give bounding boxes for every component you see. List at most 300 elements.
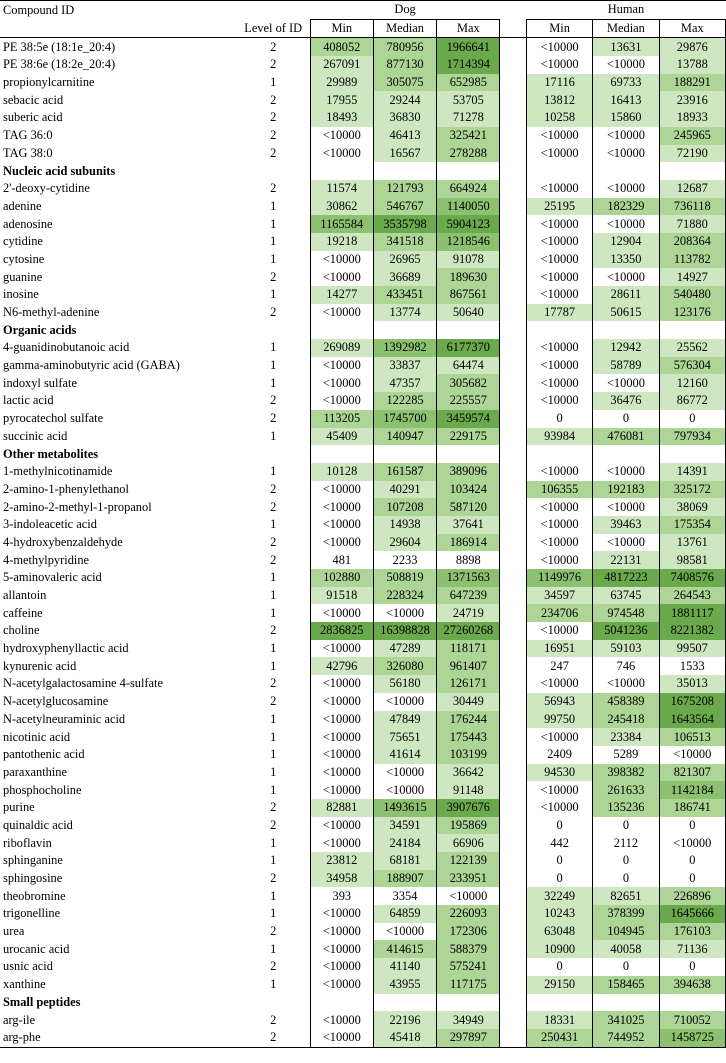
table-row [0,1029,726,1047]
table-row [0,198,726,216]
human-min-cell: <10000 [526,145,592,163]
dog-min-cell: <10000 [310,746,373,764]
category-heading: Small peptides [3,994,81,1009]
gap-cell [500,657,527,675]
human-median-cell: 82651 [593,887,659,905]
dog-median-cell: 228324 [373,587,436,605]
table-row [0,940,726,958]
human-min-cell: 2409 [526,746,592,764]
human-min-cell: 0 [526,410,592,428]
human-median-cell: <10000 [593,374,659,392]
table-row [0,551,726,569]
human-min-cell: 93984 [526,428,592,446]
human-median-cell: 476081 [593,428,659,446]
dog-min-cell: <10000 [310,976,373,994]
dog-max-cell: 195869 [437,817,500,835]
human-max-cell: <10000 [659,746,725,764]
table-row [0,410,726,428]
gap-cell [500,852,527,870]
human-min-cell: <10000 [526,339,592,357]
dog-max-cell: 389096 [437,463,500,481]
table-row [0,852,726,870]
human-min-cell: 18331 [526,1011,592,1029]
level-of-id: 1 [270,464,277,479]
human-median-cell: <10000 [593,215,659,233]
compound-name: propionylcarnitine [3,75,95,90]
gap-cell [500,976,527,994]
dog-max-cell: 1218546 [437,233,500,251]
header-row-stats [0,19,726,38]
human-max-cell: 35013 [659,675,725,693]
level-of-id: 1 [270,764,277,779]
level-of-id: 2 [270,110,277,125]
human-max-cell: 208364 [659,233,725,251]
human-min-cell: 10258 [526,109,592,127]
dog-max-cell: 226093 [437,905,500,923]
empty-cell [310,162,373,180]
table-row [0,799,726,817]
human-max-cell: 736118 [659,198,725,216]
empty-cell [310,321,373,339]
dog-median-cell: 433451 [373,286,436,304]
gap-cell [500,905,527,923]
dog-median-cell: 13774 [373,304,436,322]
table-row [0,233,726,251]
human-median-cell: 12904 [593,233,659,251]
dog-median-cell: 877130 [373,56,436,74]
human-max-cell: 113782 [659,251,725,269]
dog-max-cell: 664924 [437,180,500,198]
human-min-cell: <10000 [526,498,592,516]
empty-cell [373,162,436,180]
level-of-id: 1 [270,75,277,90]
dog-max-cell: 34949 [437,1011,500,1029]
human-max-cell: 325172 [659,481,725,499]
level-of-id: 2 [270,145,277,160]
dog-median-header: Median [373,19,436,38]
table-row [0,675,726,693]
human-median-cell: 158465 [593,976,659,994]
compound-name: succinic acid [3,428,68,443]
dog-max-cell: 64474 [437,357,500,375]
dog-max-cell: 176244 [437,711,500,729]
table-row [0,640,726,658]
dog-median-cell: 140947 [373,428,436,446]
compound-name: PE 38:6e (18:2e_20:4) [3,57,116,72]
human-min-cell: 0 [526,870,592,888]
dog-min-cell: 42796 [310,657,373,675]
human-max-cell: 245965 [659,127,725,145]
human-min-cell: 13812 [526,91,592,109]
gap-cell [500,233,527,251]
human-median-cell: <10000 [593,127,659,145]
gap-cell [500,622,527,640]
dog-min-cell: 14277 [310,286,373,304]
dog-median-cell: 56180 [373,675,436,693]
empty-cell [500,445,527,463]
dog-median-cell: 34591 [373,817,436,835]
dog-max-cell: 91148 [437,781,500,799]
human-min-cell: <10000 [526,357,592,375]
human-min-cell: <10000 [526,551,592,569]
table-row [0,374,726,392]
dog-min-cell: <10000 [310,728,373,746]
human-min-cell: <10000 [526,286,592,304]
human-min-cell: 250431 [526,1029,592,1047]
dog-max-cell: 575241 [437,958,500,976]
dog-median-cell: 43955 [373,976,436,994]
level-of-id: 2 [270,269,277,284]
gap-cell [500,870,527,888]
compound-name: nicotinic acid [3,729,71,744]
human-min-cell: 16951 [526,640,592,658]
human-max-cell: 71136 [659,940,725,958]
human-max-cell: 576304 [659,357,725,375]
gap-cell [500,958,527,976]
dog-min-cell: <10000 [310,764,373,782]
gap-cell [500,74,527,92]
human-median-cell: 0 [593,410,659,428]
human-max-cell: 99507 [659,640,725,658]
human-median-cell: 40058 [593,940,659,958]
table-row [0,728,726,746]
empty-cell [500,321,527,339]
dog-max-cell: 225557 [437,392,500,410]
dog-min-cell: 1165584 [310,215,373,233]
dog-median-cell: 1392982 [373,339,436,357]
dog-max-cell: 27260268 [437,622,500,640]
category-row [0,994,726,1012]
human-max-cell: 1458725 [659,1029,725,1047]
dog-min-cell: <10000 [310,834,373,852]
level-of-id: 2 [270,871,277,886]
compound-name: 4-methylpyridine [3,552,90,567]
human-max-cell: 1881117 [659,604,725,622]
empty-cell [437,445,500,463]
dog-median-cell: 24184 [373,834,436,852]
level-of-id: 1 [270,588,277,603]
human-max-cell: 0 [659,958,725,976]
dog-min-cell: 23812 [310,852,373,870]
human-min-cell: 17787 [526,304,592,322]
dog-median-cell: 40291 [373,481,436,499]
level-of-id: 2 [270,552,277,567]
dog-min-cell: <10000 [310,392,373,410]
table-row [0,339,726,357]
level-of-id: 1 [270,906,277,921]
level-of-id: 1 [270,711,277,726]
human-median-header: Median [593,19,659,38]
dog-max-cell: 233951 [437,870,500,888]
human-median-cell: 341025 [593,1011,659,1029]
compound-name: arg-ile [3,1012,36,1027]
empty-cell [526,321,592,339]
human-median-cell: <10000 [593,268,659,286]
level-of-id: 1 [270,428,277,443]
level-of-id: 2 [270,481,277,496]
dog-max-cell: 588379 [437,940,500,958]
compound-name: phosphocholine [3,782,82,797]
dog-min-cell: 11574 [310,180,373,198]
empty-cell [437,321,500,339]
level-of-id: 1 [270,375,277,390]
dog-max-cell: 53705 [437,91,500,109]
dog-max-cell: 175443 [437,728,500,746]
empty-cell [437,994,500,1012]
human-group-header: Human [526,1,725,20]
human-max-cell: 14927 [659,268,725,286]
dog-median-cell: 47357 [373,374,436,392]
table-row [0,357,726,375]
human-min-cell: <10000 [526,392,592,410]
compound-name: guanine [3,269,43,284]
compound-name: sphinganine [3,853,63,868]
table-row [0,91,726,109]
human-min-cell: <10000 [526,215,592,233]
dog-median-cell: 3535798 [373,215,436,233]
human-median-cell: 5041236 [593,622,659,640]
human-median-cell: 378399 [593,905,659,923]
dog-max-cell: 961407 [437,657,500,675]
empty-cell [237,994,310,1012]
human-median-cell: 0 [593,852,659,870]
dog-group-header: Dog [310,1,500,20]
human-min-cell: 25195 [526,198,592,216]
dog-median-cell: 341518 [373,233,436,251]
empty-cell [373,445,436,463]
dog-median-cell: <10000 [373,923,436,941]
human-max-cell: 175354 [659,516,725,534]
gap-cell [500,198,527,216]
table-row [0,817,726,835]
dog-median-cell: <10000 [373,781,436,799]
human-min-cell: <10000 [526,56,592,74]
table-row [0,251,726,269]
compound-name: TAG 38:0 [3,145,53,160]
human-median-cell: 59103 [593,640,659,658]
level-of-id: 1 [270,853,277,868]
human-min-cell: <10000 [526,622,592,640]
human-min-cell: <10000 [526,268,592,286]
dog-median-cell: 29244 [373,91,436,109]
dog-median-cell: 33837 [373,357,436,375]
dog-median-cell: <10000 [373,693,436,711]
table-row [0,923,726,941]
level-of-id: 1 [270,941,277,956]
compound-name: xanthine [3,977,46,992]
human-median-cell: 398382 [593,764,659,782]
dog-max-cell: 1714394 [437,56,500,74]
human-median-cell: 744952 [593,1029,659,1047]
level-of-id: 2 [270,92,277,107]
human-median-cell: <10000 [593,145,659,163]
human-median-cell: 4817223 [593,569,659,587]
dog-median-cell: 75651 [373,728,436,746]
human-max-header: Max [659,19,725,38]
compound-name: N6-methyl-adenine [3,305,100,320]
table-row [0,905,726,923]
dog-median-cell: 3354 [373,887,436,905]
human-min-header: Min [526,19,592,38]
dog-median-cell: 68181 [373,852,436,870]
human-median-cell: <10000 [593,180,659,198]
dog-min-cell: 2836825 [310,622,373,640]
human-min-cell: 0 [526,852,592,870]
table-row [0,127,726,145]
gap-cell [500,923,527,941]
gap-cell [500,357,527,375]
gap-cell [500,251,527,269]
level-of-id: 2 [270,411,277,426]
human-max-cell: 13788 [659,56,725,74]
empty-cell [237,445,310,463]
human-max-cell: 123176 [659,304,725,322]
dog-min-cell: <10000 [310,251,373,269]
dog-median-cell: 305075 [373,74,436,92]
gap-cell [500,374,527,392]
human-max-cell: 14391 [659,463,725,481]
human-min-cell: <10000 [526,463,592,481]
dog-median-cell: 41140 [373,958,436,976]
human-max-cell: 0 [659,870,725,888]
compound-id-header: Compound ID [0,1,237,20]
dog-median-cell: 546767 [373,198,436,216]
dog-max-cell: 3459574 [437,410,500,428]
level-of-id: 2 [270,499,277,514]
human-median-cell: 0 [593,817,659,835]
human-median-cell: 63745 [593,587,659,605]
level-of-id-header: Level of ID [237,19,310,38]
category-heading: Nucleic acid subunits [3,163,116,178]
dog-median-cell: 1745700 [373,410,436,428]
table-row [0,870,726,888]
dog-median-cell: 36689 [373,268,436,286]
dog-median-cell: <10000 [373,764,436,782]
dog-max-cell: 867561 [437,286,500,304]
compound-name: allantoin [3,588,47,603]
dog-min-cell: 267091 [310,56,373,74]
dog-min-cell: <10000 [310,127,373,145]
empty-cell [237,162,310,180]
compound-name: choline [3,623,40,638]
level-of-id: 1 [270,198,277,213]
compound-name: trigonelline [3,906,61,921]
human-median-cell: 13350 [593,251,659,269]
compound-name: sebacic acid [3,92,64,107]
human-min-cell: 94530 [526,764,592,782]
table-row [0,74,726,92]
table-row [0,746,726,764]
dog-min-cell: <10000 [310,481,373,499]
dog-min-cell: <10000 [310,940,373,958]
empty-cell [593,994,659,1012]
level-of-id: 2 [270,1012,277,1027]
gap-cell [500,215,527,233]
dog-max-cell: 305682 [437,374,500,392]
human-min-cell: 10900 [526,940,592,958]
table-row [0,304,726,322]
blank-header [0,19,237,38]
dog-min-cell: 393 [310,887,373,905]
dog-max-cell: 8898 [437,551,500,569]
table-row [0,711,726,729]
dog-median-cell: 780956 [373,38,436,56]
gap-cell [500,640,527,658]
gap-cell [500,339,527,357]
compound-name: theobromine [3,888,66,903]
level-of-id: 2 [270,694,277,709]
table-row [0,38,726,56]
compound-name: N-acetylneuraminic acid [3,711,126,726]
gap-cell [500,940,527,958]
human-max-cell: 797934 [659,428,725,446]
human-median-cell: 13631 [593,38,659,56]
dog-min-cell: <10000 [310,374,373,392]
level-of-id: 1 [270,234,277,249]
compound-name: pyrocatechol sulfate [3,411,104,426]
level-of-id: 1 [270,287,277,302]
table-row [0,693,726,711]
dog-min-cell: <10000 [310,781,373,799]
gap-cell [500,428,527,446]
human-min-cell: 247 [526,657,592,675]
dog-max-cell: 278288 [437,145,500,163]
human-min-cell: <10000 [526,728,592,746]
human-median-cell: 22131 [593,551,659,569]
level-of-id: 2 [270,959,277,974]
gap-cell [500,781,527,799]
gap-cell [500,587,527,605]
level-of-id: 1 [270,658,277,673]
category-heading: Organic acids [3,322,77,337]
compound-name: kynurenic acid [3,658,77,673]
human-median-cell: 0 [593,958,659,976]
human-min-cell: 63048 [526,923,592,941]
human-min-cell: 29150 [526,976,592,994]
human-min-cell: 234706 [526,604,592,622]
human-max-cell: 71880 [659,215,725,233]
human-min-cell: 99750 [526,711,592,729]
human-max-cell: 176103 [659,923,725,941]
dog-max-cell: 37641 [437,516,500,534]
level-of-id: 2 [270,623,277,638]
human-max-cell: 12160 [659,374,725,392]
dog-min-cell: 17955 [310,91,373,109]
gap-cell [500,1011,527,1029]
dog-max-cell: 229175 [437,428,500,446]
dog-median-cell: <10000 [373,604,436,622]
empty-cell [593,321,659,339]
gap-cell [500,38,527,56]
human-median-cell: 58789 [593,357,659,375]
human-median-cell: 245418 [593,711,659,729]
compound-name: gamma-aminobutyric acid (GABA) [3,358,180,373]
gap-cell [500,1029,527,1047]
empty-cell [526,445,592,463]
human-median-cell: 39463 [593,516,659,534]
dog-max-cell: 172306 [437,923,500,941]
human-min-cell: 17116 [526,74,592,92]
human-min-cell: <10000 [526,251,592,269]
human-median-cell: 28611 [593,286,659,304]
human-max-cell: 106513 [659,728,725,746]
human-max-cell: 0 [659,817,725,835]
gap-header [500,19,527,38]
dog-min-cell: 408052 [310,38,373,56]
table-row [0,887,726,905]
dog-median-cell: 47849 [373,711,436,729]
dog-max-cell: 6177370 [437,339,500,357]
